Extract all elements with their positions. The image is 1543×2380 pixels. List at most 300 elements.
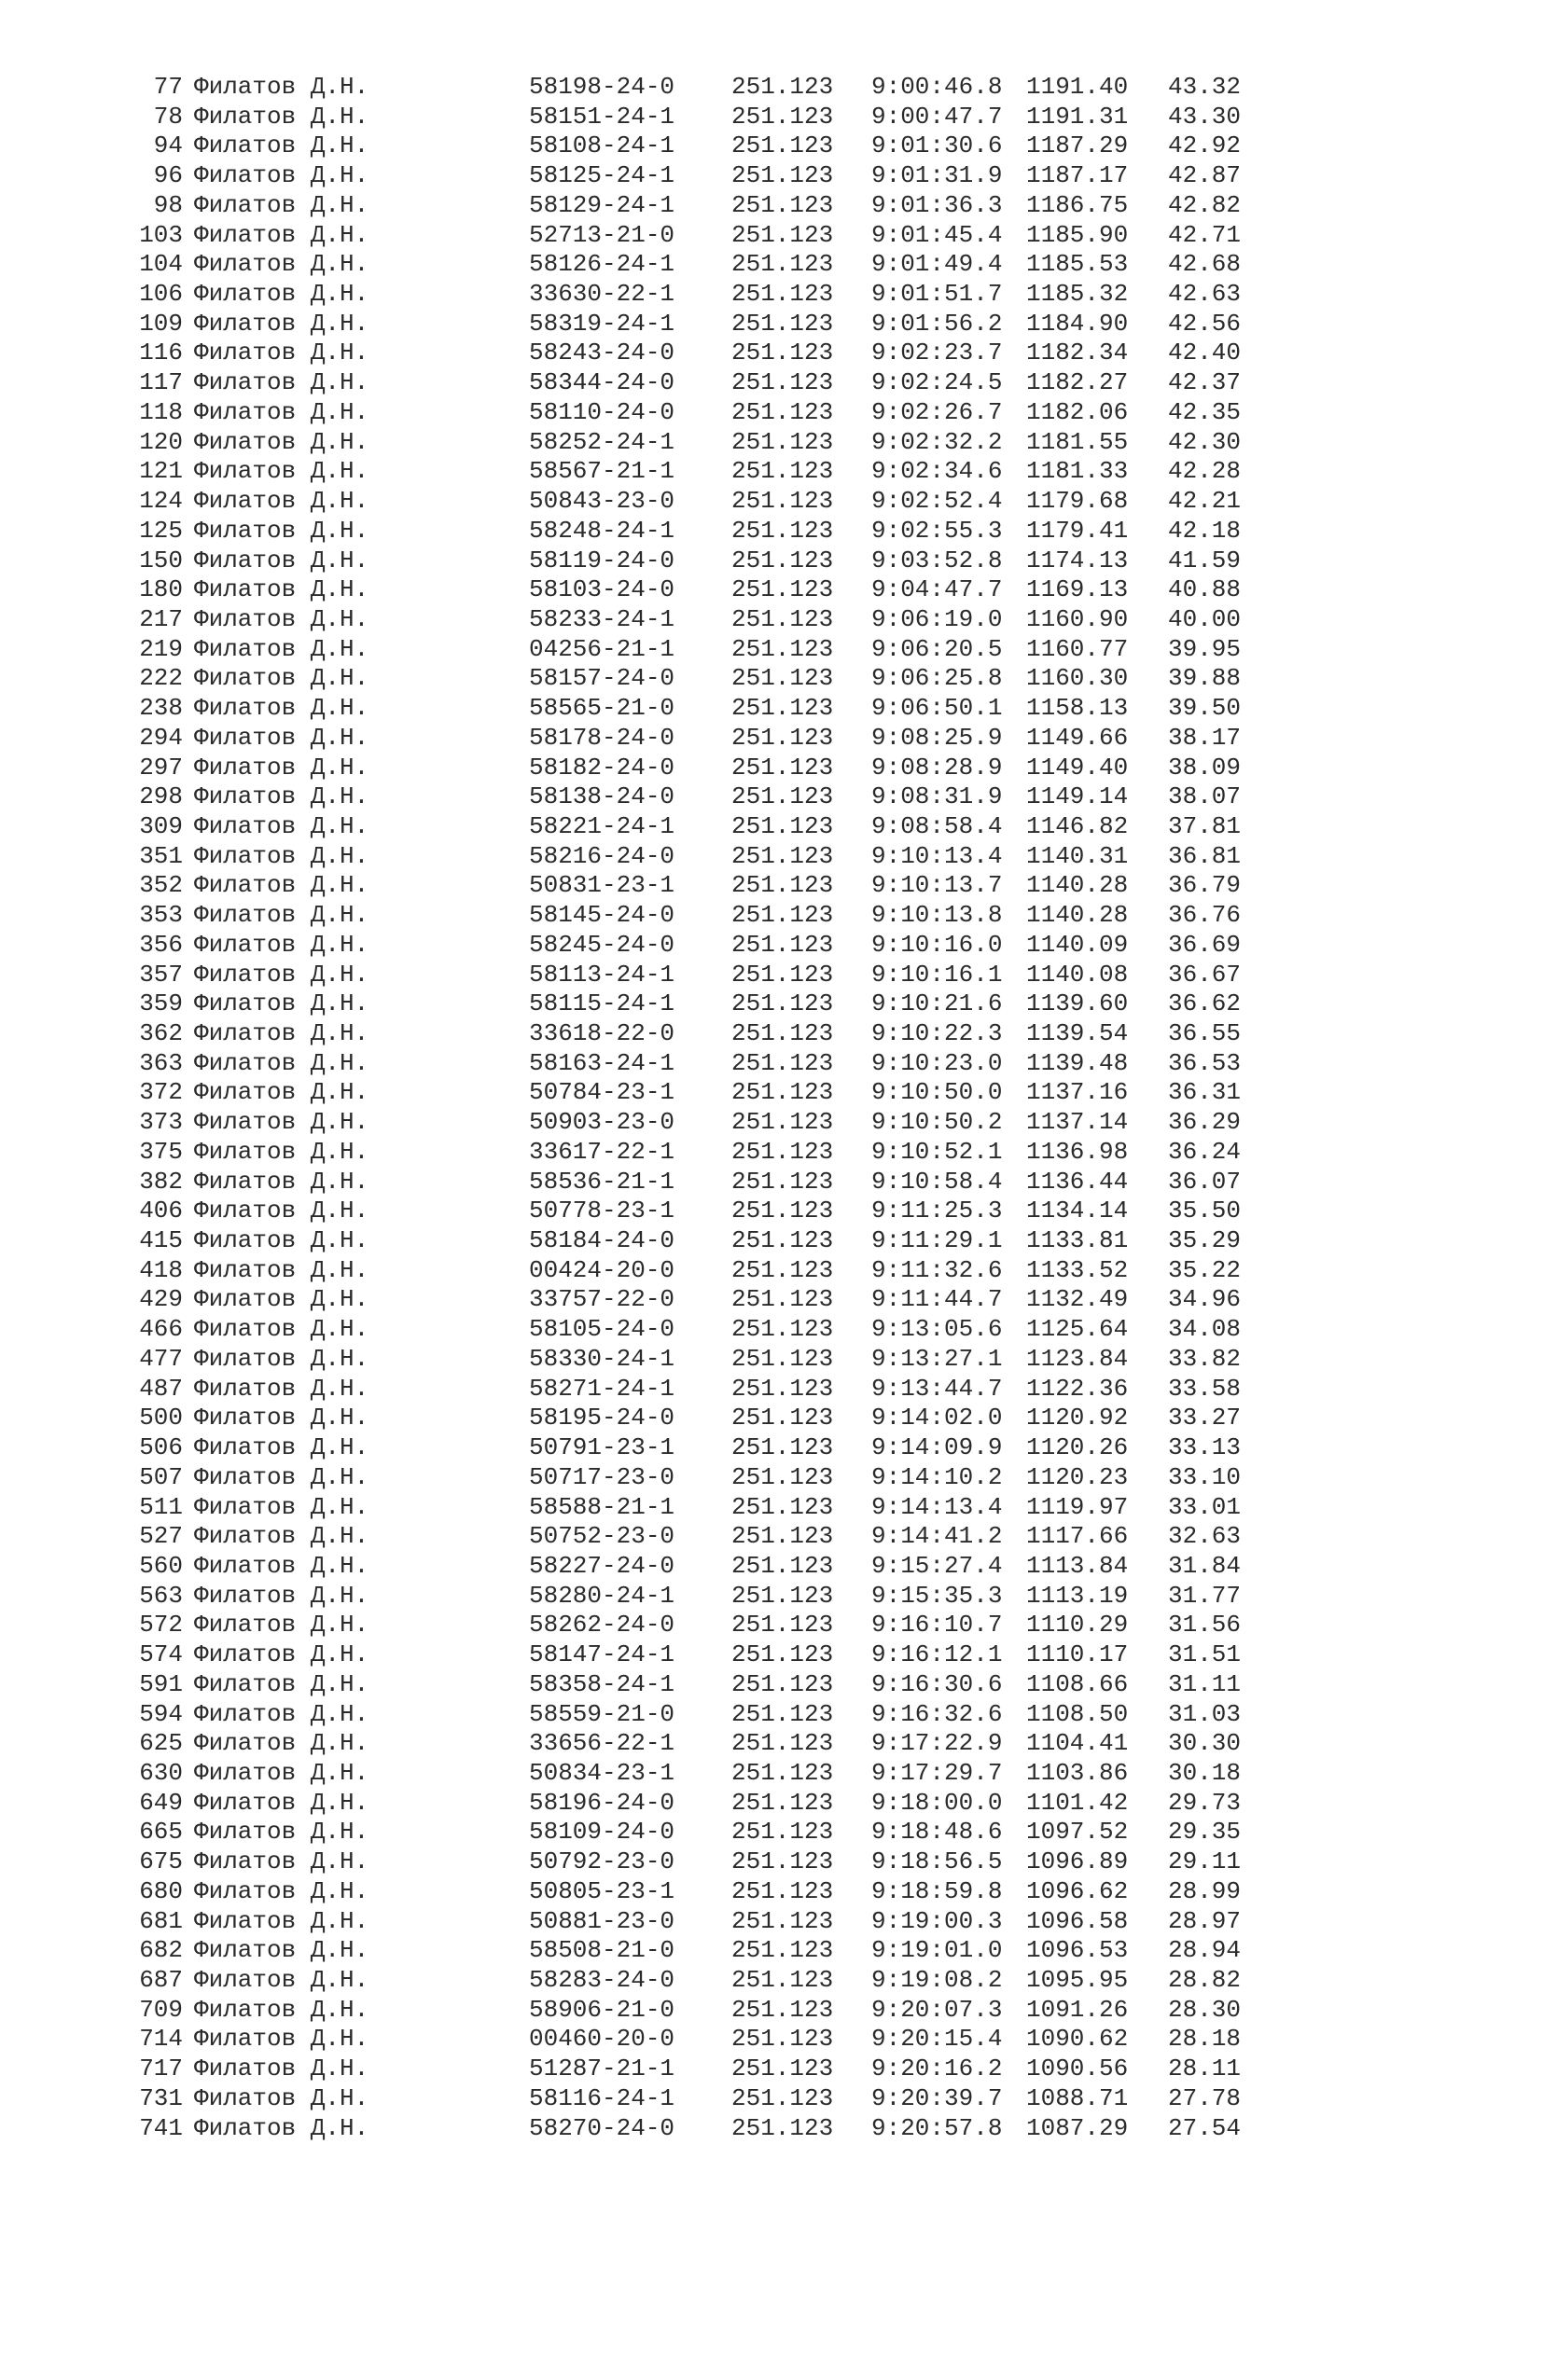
- distance-cell: 251.123: [731, 309, 834, 338]
- ring-number-cell: 50717-23-0: [529, 1462, 675, 1491]
- place-cell: 527: [139, 1522, 183, 1551]
- points-cell: 28.82: [1167, 1966, 1241, 1994]
- table-row: [112, 1285, 1325, 1315]
- name-cell: Филатов Д.Н.: [194, 1433, 369, 1462]
- time-cell: 9:02:24.5: [871, 368, 1003, 397]
- points-cell: 28.97: [1167, 1906, 1241, 1935]
- table-row: [112, 575, 1325, 605]
- table-row: [112, 1493, 1325, 1523]
- distance-cell: 251.123: [731, 546, 834, 574]
- ring-number-cell: 58196-24-0: [529, 1788, 675, 1817]
- ring-number-cell: 58536-21-1: [529, 1167, 675, 1196]
- name-cell: Филатов Д.Н.: [194, 1048, 369, 1077]
- name-cell: Филатов Д.Н.: [194, 1404, 369, 1432]
- speed-cell: 1149.40: [1026, 753, 1129, 782]
- table-row: [112, 605, 1325, 635]
- points-cell: 28.11: [1167, 2055, 1241, 2083]
- place-cell: 687: [139, 1966, 183, 1994]
- speed-cell: 1182.34: [1026, 339, 1129, 367]
- name-cell: Филатов Д.Н.: [194, 1019, 369, 1047]
- distance-cell: 251.123: [731, 901, 834, 930]
- place-cell: 353: [139, 901, 183, 930]
- points-cell: 42.87: [1167, 161, 1241, 190]
- speed-cell: 1113.19: [1026, 1581, 1129, 1610]
- ring-number-cell: 58182-24-0: [529, 753, 675, 782]
- points-cell: 27.78: [1167, 2083, 1241, 2112]
- name-cell: Филатов Д.Н.: [194, 664, 369, 693]
- distance-cell: 251.123: [731, 1966, 834, 1994]
- speed-cell: 1140.28: [1026, 901, 1129, 930]
- points-cell: 33.01: [1167, 1492, 1241, 1521]
- place-cell: 511: [139, 1492, 183, 1521]
- name-cell: Филатов Д.Н.: [194, 811, 369, 840]
- speed-cell: 1113.84: [1026, 1551, 1129, 1580]
- name-cell: Филатов Д.Н.: [194, 339, 369, 367]
- distance-cell: 251.123: [731, 457, 834, 486]
- points-cell: 31.56: [1167, 1611, 1241, 1640]
- time-cell: 9:14:10.2: [871, 1462, 1003, 1491]
- points-cell: 29.11: [1167, 1847, 1241, 1876]
- ring-number-cell: 00424-20-0: [529, 1255, 675, 1284]
- name-cell: Филатов Д.Н.: [194, 2083, 369, 2112]
- name-cell: Филатов Д.Н.: [194, 1137, 369, 1166]
- place-cell: 591: [139, 1669, 183, 1698]
- points-cell: 42.82: [1167, 190, 1241, 219]
- points-cell: 29.73: [1167, 1788, 1241, 1817]
- points-cell: 37.81: [1167, 811, 1241, 840]
- ring-number-cell: 58227-24-0: [529, 1551, 675, 1580]
- name-cell: Филатов Д.Н.: [194, 1551, 369, 1580]
- time-cell: 9:10:58.4: [871, 1167, 1003, 1196]
- speed-cell: 1123.84: [1026, 1344, 1129, 1373]
- name-cell: Филатов Д.Н.: [194, 1078, 369, 1107]
- place-cell: 373: [139, 1108, 183, 1137]
- table-row: [112, 368, 1325, 398]
- ring-number-cell: 58126-24-1: [529, 250, 675, 279]
- points-cell: 35.22: [1167, 1255, 1241, 1284]
- speed-cell: 1140.28: [1026, 871, 1129, 900]
- name-cell: Филатов Д.Н.: [194, 546, 369, 574]
- table-row: [112, 1759, 1325, 1789]
- speed-cell: 1140.08: [1026, 960, 1129, 989]
- table-row: [112, 842, 1325, 872]
- table-row: [112, 1640, 1325, 1670]
- distance-cell: 251.123: [731, 1167, 834, 1196]
- time-cell: 9:20:16.2: [871, 2055, 1003, 2083]
- time-cell: 9:11:25.3: [871, 1197, 1003, 1225]
- place-cell: 104: [139, 250, 183, 279]
- points-cell: 39.95: [1167, 634, 1241, 663]
- place-cell: 560: [139, 1551, 183, 1580]
- table-row: [112, 1433, 1325, 1463]
- points-cell: 36.07: [1167, 1167, 1241, 1196]
- points-cell: 36.69: [1167, 930, 1241, 959]
- ring-number-cell: 00460-20-0: [529, 2025, 675, 2054]
- distance-cell: 251.123: [731, 1995, 834, 2024]
- name-cell: Филатов Д.Н.: [194, 1167, 369, 1196]
- table-row: [112, 1552, 1325, 1582]
- distance-cell: 251.123: [731, 841, 834, 870]
- points-cell: 32.63: [1167, 1522, 1241, 1551]
- name-cell: Филатов Д.Н.: [194, 871, 369, 900]
- points-cell: 33.58: [1167, 1374, 1241, 1403]
- table-row: [112, 1611, 1325, 1640]
- name-cell: Филатов Д.Н.: [194, 1226, 369, 1255]
- points-cell: 36.29: [1167, 1108, 1241, 1137]
- ring-number-cell: 58330-24-1: [529, 1344, 675, 1373]
- distance-cell: 251.123: [731, 1315, 834, 1344]
- distance-cell: 251.123: [731, 1847, 834, 1876]
- place-cell: 563: [139, 1581, 183, 1610]
- table-row: [112, 1789, 1325, 1819]
- place-cell: 362: [139, 1019, 183, 1047]
- time-cell: 9:04:47.7: [871, 575, 1003, 604]
- name-cell: Филатов Д.Н.: [194, 1581, 369, 1610]
- speed-cell: 1139.48: [1026, 1048, 1129, 1077]
- speed-cell: 1182.27: [1026, 368, 1129, 397]
- time-cell: 9:15:27.4: [871, 1551, 1003, 1580]
- distance-cell: 251.123: [731, 2113, 834, 2142]
- distance-cell: 251.123: [731, 2055, 834, 2083]
- table-row: [112, 428, 1325, 458]
- ring-number-cell: 58567-21-1: [529, 457, 675, 486]
- points-cell: 42.30: [1167, 427, 1241, 456]
- distance-cell: 251.123: [731, 960, 834, 989]
- speed-cell: 1091.26: [1026, 1995, 1129, 2024]
- speed-cell: 1104.41: [1026, 1729, 1129, 1758]
- ring-number-cell: 58108-24-1: [529, 131, 675, 160]
- time-cell: 9:18:00.0: [871, 1788, 1003, 1817]
- ring-number-cell: 50843-23-0: [529, 487, 675, 516]
- speed-cell: 1108.66: [1026, 1669, 1129, 1698]
- name-cell: Филатов Д.Н.: [194, 427, 369, 456]
- time-cell: 9:08:31.9: [871, 782, 1003, 811]
- points-cell: 34.96: [1167, 1285, 1241, 1314]
- place-cell: 297: [139, 753, 183, 782]
- distance-cell: 251.123: [731, 1344, 834, 1373]
- speed-cell: 1134.14: [1026, 1197, 1129, 1225]
- name-cell: Филатов Д.Н.: [194, 220, 369, 249]
- name-cell: Филатов Д.Н.: [194, 2025, 369, 2054]
- name-cell: Филатов Д.Н.: [194, 930, 369, 959]
- place-cell: 418: [139, 1255, 183, 1284]
- time-cell: 9:20:15.4: [871, 2025, 1003, 2054]
- speed-cell: 1146.82: [1026, 811, 1129, 840]
- time-cell: 9:10:13.7: [871, 871, 1003, 900]
- table-row: [112, 250, 1325, 280]
- points-cell: 31.11: [1167, 1669, 1241, 1698]
- name-cell: Филатов Д.Н.: [194, 2055, 369, 2083]
- name-cell: Филатов Д.Н.: [194, 989, 369, 1018]
- table-row: [112, 1078, 1325, 1108]
- table-row: [112, 191, 1325, 221]
- distance-cell: 251.123: [731, 1078, 834, 1107]
- name-cell: Филатов Д.Н.: [194, 575, 369, 604]
- ring-number-cell: 58198-24-0: [529, 73, 675, 101]
- speed-cell: 1096.53: [1026, 1936, 1129, 1965]
- place-cell: 77: [153, 73, 183, 101]
- name-cell: Филатов Д.Н.: [194, 1788, 369, 1817]
- place-cell: 507: [139, 1462, 183, 1491]
- time-cell: 9:01:49.4: [871, 250, 1003, 279]
- time-cell: 9:10:13.8: [871, 901, 1003, 930]
- speed-cell: 1096.58: [1026, 1906, 1129, 1935]
- table-row: [112, 1522, 1325, 1552]
- table-row: [112, 547, 1325, 576]
- table-row: [112, 280, 1325, 310]
- distance-cell: 251.123: [731, 516, 834, 545]
- table-row: [112, 398, 1325, 428]
- points-cell: 31.84: [1167, 1551, 1241, 1580]
- distance-cell: 251.123: [731, 930, 834, 959]
- distance-cell: 251.123: [731, 220, 834, 249]
- distance-cell: 251.123: [731, 161, 834, 190]
- table-row: [112, 664, 1325, 694]
- distance-cell: 251.123: [731, 1492, 834, 1521]
- points-cell: 31.03: [1167, 1699, 1241, 1728]
- distance-cell: 251.123: [731, 811, 834, 840]
- points-cell: 39.88: [1167, 664, 1241, 693]
- points-cell: 35.50: [1167, 1197, 1241, 1225]
- distance-cell: 251.123: [731, 1226, 834, 1255]
- points-cell: 42.28: [1167, 457, 1241, 486]
- place-cell: 372: [139, 1078, 183, 1107]
- name-cell: Филатов Д.Н.: [194, 1315, 369, 1344]
- speed-cell: 1149.66: [1026, 723, 1129, 752]
- name-cell: Филатов Д.Н.: [194, 102, 369, 131]
- table-row: [112, 2025, 1325, 2055]
- distance-cell: 251.123: [731, 1758, 834, 1787]
- table-row: [112, 2055, 1325, 2084]
- place-cell: 180: [139, 575, 183, 604]
- speed-cell: 1117.66: [1026, 1522, 1129, 1551]
- name-cell: Филатов Д.Н.: [194, 1936, 369, 1965]
- speed-cell: 1132.49: [1026, 1285, 1129, 1314]
- ring-number-cell: 58906-21-0: [529, 1995, 675, 2024]
- time-cell: 9:02:52.4: [871, 487, 1003, 516]
- time-cell: 9:01:51.7: [871, 280, 1003, 309]
- name-cell: Филатов Д.Н.: [194, 1374, 369, 1403]
- ring-number-cell: 58319-24-1: [529, 309, 675, 338]
- place-cell: 675: [139, 1847, 183, 1876]
- distance-cell: 251.123: [731, 664, 834, 693]
- table-row: [112, 1966, 1325, 1996]
- name-cell: Филатов Д.Н.: [194, 1611, 369, 1640]
- speed-cell: 1095.95: [1026, 1966, 1129, 1994]
- distance-cell: 251.123: [731, 1640, 834, 1669]
- speed-cell: 1160.90: [1026, 604, 1129, 633]
- time-cell: 9:10:23.0: [871, 1048, 1003, 1077]
- time-cell: 9:06:20.5: [871, 634, 1003, 663]
- ring-number-cell: 58178-24-0: [529, 723, 675, 752]
- ring-number-cell: 58270-24-0: [529, 2113, 675, 2142]
- ring-number-cell: 58105-24-0: [529, 1315, 675, 1344]
- speed-cell: 1174.13: [1026, 546, 1129, 574]
- distance-cell: 251.123: [731, 190, 834, 219]
- points-cell: 43.32: [1167, 73, 1241, 101]
- time-cell: 9:02:26.7: [871, 397, 1003, 426]
- place-cell: 352: [139, 871, 183, 900]
- points-cell: 42.40: [1167, 339, 1241, 367]
- speed-cell: 1133.52: [1026, 1255, 1129, 1284]
- table-row: [112, 1729, 1325, 1759]
- speed-cell: 1101.42: [1026, 1788, 1129, 1817]
- table-row: [112, 1936, 1325, 1966]
- time-cell: 9:10:22.3: [871, 1019, 1003, 1047]
- time-cell: 9:17:29.7: [871, 1758, 1003, 1787]
- time-cell: 9:19:01.0: [871, 1936, 1003, 1965]
- table-row: [112, 2084, 1325, 2114]
- place-cell: 649: [139, 1788, 183, 1817]
- speed-cell: 1182.06: [1026, 397, 1129, 426]
- ring-number-cell: 50792-23-0: [529, 1847, 675, 1876]
- name-cell: Филатов Д.Н.: [194, 1729, 369, 1758]
- distance-cell: 251.123: [731, 131, 834, 160]
- points-cell: 36.79: [1167, 871, 1241, 900]
- table-row: [112, 635, 1325, 665]
- time-cell: 9:02:34.6: [871, 457, 1003, 486]
- place-cell: 572: [139, 1611, 183, 1640]
- distance-cell: 251.123: [731, 280, 834, 309]
- speed-cell: 1185.90: [1026, 220, 1129, 249]
- ring-number-cell: 58145-24-0: [529, 901, 675, 930]
- distance-cell: 251.123: [731, 1108, 834, 1137]
- place-cell: 630: [139, 1758, 183, 1787]
- time-cell: 9:20:39.7: [871, 2083, 1003, 2112]
- table-row: [112, 73, 1325, 103]
- speed-cell: 1120.23: [1026, 1462, 1129, 1491]
- ring-number-cell: 50831-23-1: [529, 871, 675, 900]
- points-cell: 42.63: [1167, 280, 1241, 309]
- name-cell: Филатов Д.Н.: [194, 1818, 369, 1847]
- time-cell: 9:16:32.6: [871, 1699, 1003, 1728]
- name-cell: Филатов Д.Н.: [194, 161, 369, 190]
- place-cell: 500: [139, 1404, 183, 1432]
- name-cell: Филатов Д.Н.: [194, 1966, 369, 1994]
- speed-cell: 1096.89: [1026, 1847, 1129, 1876]
- time-cell: 9:14:41.2: [871, 1522, 1003, 1551]
- distance-cell: 251.123: [731, 604, 834, 633]
- speed-cell: 1090.62: [1026, 2025, 1129, 2054]
- ring-number-cell: 50881-23-0: [529, 1906, 675, 1935]
- ring-number-cell: 58184-24-0: [529, 1226, 675, 1255]
- place-cell: 103: [139, 220, 183, 249]
- time-cell: 9:00:47.7: [871, 102, 1003, 131]
- ring-number-cell: 58245-24-0: [529, 930, 675, 959]
- time-cell: 9:16:10.7: [871, 1611, 1003, 1640]
- name-cell: Филатов Д.Н.: [194, 487, 369, 516]
- ring-number-cell: 58151-24-1: [529, 102, 675, 131]
- time-cell: 9:10:16.1: [871, 960, 1003, 989]
- table-row: [112, 339, 1325, 368]
- points-cell: 38.17: [1167, 723, 1241, 752]
- place-cell: 121: [139, 457, 183, 486]
- ring-number-cell: 58113-24-1: [529, 960, 675, 989]
- name-cell: Филатов Д.Н.: [194, 1640, 369, 1669]
- distance-cell: 251.123: [731, 575, 834, 604]
- name-cell: Филатов Д.Н.: [194, 1255, 369, 1284]
- distance-cell: 251.123: [731, 694, 834, 723]
- name-cell: Филатов Д.Н.: [194, 457, 369, 486]
- points-cell: 41.59: [1167, 546, 1241, 574]
- distance-cell: 251.123: [731, 339, 834, 367]
- points-cell: 30.18: [1167, 1758, 1241, 1787]
- speed-cell: 1191.31: [1026, 102, 1129, 131]
- points-cell: 42.18: [1167, 516, 1241, 545]
- points-cell: 36.55: [1167, 1019, 1241, 1047]
- time-cell: 9:01:45.4: [871, 220, 1003, 249]
- name-cell: Филатов Д.Н.: [194, 960, 369, 989]
- ring-number-cell: 58119-24-0: [529, 546, 675, 574]
- points-cell: 42.92: [1167, 131, 1241, 160]
- speed-cell: 1119.97: [1026, 1492, 1129, 1521]
- table-row: [112, 1168, 1325, 1197]
- name-cell: Филатов Д.Н.: [194, 753, 369, 782]
- speed-cell: 1149.14: [1026, 782, 1129, 811]
- table-row: [112, 694, 1325, 724]
- distance-cell: 251.123: [731, 1818, 834, 1847]
- speed-cell: 1139.54: [1026, 1019, 1129, 1047]
- speed-cell: 1139.60: [1026, 989, 1129, 1018]
- distance-cell: 251.123: [731, 723, 834, 752]
- distance-cell: 251.123: [731, 73, 834, 101]
- place-cell: 375: [139, 1137, 183, 1166]
- ring-number-cell: 58110-24-0: [529, 397, 675, 426]
- place-cell: 506: [139, 1433, 183, 1462]
- place-cell: 109: [139, 309, 183, 338]
- name-cell: Филатов Д.Н.: [194, 2113, 369, 2142]
- place-cell: 682: [139, 1936, 183, 1965]
- speed-cell: 1087.29: [1026, 2113, 1129, 2142]
- speed-cell: 1169.13: [1026, 575, 1129, 604]
- ring-number-cell: 58138-24-0: [529, 782, 675, 811]
- ring-number-cell: 58163-24-1: [529, 1048, 675, 1077]
- points-cell: 42.37: [1167, 368, 1241, 397]
- name-cell: Филатов Д.Н.: [194, 1522, 369, 1551]
- points-cell: 28.30: [1167, 1995, 1241, 2024]
- ring-number-cell: 58195-24-0: [529, 1404, 675, 1432]
- distance-cell: 251.123: [731, 1019, 834, 1047]
- name-cell: Филатов Д.Н.: [194, 397, 369, 426]
- time-cell: 9:14:09.9: [871, 1433, 1003, 1462]
- time-cell: 9:17:22.9: [871, 1729, 1003, 1758]
- name-cell: Филатов Д.Н.: [194, 1876, 369, 1905]
- time-cell: 9:11:44.7: [871, 1285, 1003, 1314]
- place-cell: 477: [139, 1344, 183, 1373]
- place-cell: 106: [139, 280, 183, 309]
- ring-number-cell: 58109-24-0: [529, 1818, 675, 1847]
- distance-cell: 251.123: [731, 1374, 834, 1403]
- ring-number-cell: 58248-24-1: [529, 516, 675, 545]
- points-cell: 35.29: [1167, 1226, 1241, 1255]
- distance-cell: 251.123: [731, 1048, 834, 1077]
- points-cell: 36.67: [1167, 960, 1241, 989]
- table-row: [112, 782, 1325, 812]
- ring-number-cell: 58125-24-1: [529, 161, 675, 190]
- time-cell: 9:02:55.3: [871, 516, 1003, 545]
- distance-cell: 251.123: [731, 1581, 834, 1610]
- speed-cell: 1191.40: [1026, 73, 1129, 101]
- points-cell: 38.09: [1167, 753, 1241, 782]
- speed-cell: 1120.92: [1026, 1404, 1129, 1432]
- ring-number-cell: 50791-23-1: [529, 1433, 675, 1462]
- table-row: [112, 754, 1325, 783]
- ring-number-cell: 33656-22-1: [529, 1729, 675, 1758]
- speed-cell: 1179.41: [1026, 516, 1129, 545]
- time-cell: 9:08:25.9: [871, 723, 1003, 752]
- place-cell: 665: [139, 1818, 183, 1847]
- name-cell: Филатов Д.Н.: [194, 1995, 369, 2024]
